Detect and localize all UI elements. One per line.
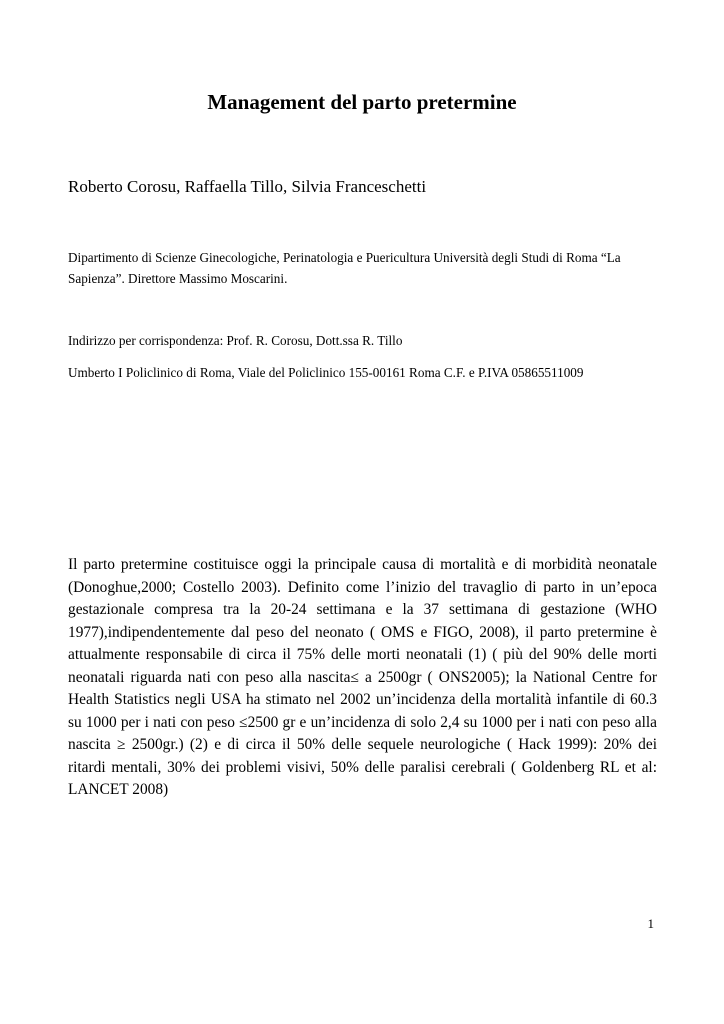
body-paragraph: Il parto pretermine costituisce oggi la principale causa di mortalità e di morbidità neonatale (Donoghue,2000; Costello 2003). Definito come l’inizio del travaglio di parto in un’epoca gestazionale compresa tra la 20-24 settimana e la 37 settimana di gestazione (WHO 1977),indipendentemente dal peso del neonato ( OMS e FIGO, 2008), il parto pretermine è attualmente responsabile di circa il 75% delle morti neonatali (1) ( più del 90% delle morti neonatali riguarda nati con peso alla nascita≤ a 2500gr ( ONS2005); la National Centre for Health Statistics negli USA ha stimato nel 2002 un’incidenza della mortalità infantile di 60.3 su 1000 per i nati con peso ≤2500 gr e un’incidenza di solo 2,4 su 1000 per i nati con peso alla nascita ≥ 2500gr.) (2) e di circa il 50% delle sequele neurologiche ( Hack 1999): 20% dei ritardi mentali, 30% dei problemi visivi, 50% delle paralisi cerebrali ( Goldenberg RL et al: LANCET 2008) [68, 556, 657, 798]
correspondence-address: Umberto I Policlinico di Roma, Viale del Policlinico 155-00161 Roma C.F. e P.IVA 05865511009 [68, 365, 584, 380]
document-title: Management del parto pretermine [207, 90, 517, 114]
correspondence-contact: Indirizzo per corrispondenza: Prof. R. Corosu, Dott.ssa R. Tillo [68, 333, 403, 348]
affiliation: Dipartimento di Scienze Ginecologiche, Perinatologia e Puericultura Università degli Studi di Roma “La Sapienza”. Direttore Massimo Moscarini. [68, 250, 621, 286]
author-list: Roberto Corosu, Raffaella Tillo, Silvia Franceschetti [68, 177, 427, 196]
page-number: 1 [647, 916, 654, 931]
